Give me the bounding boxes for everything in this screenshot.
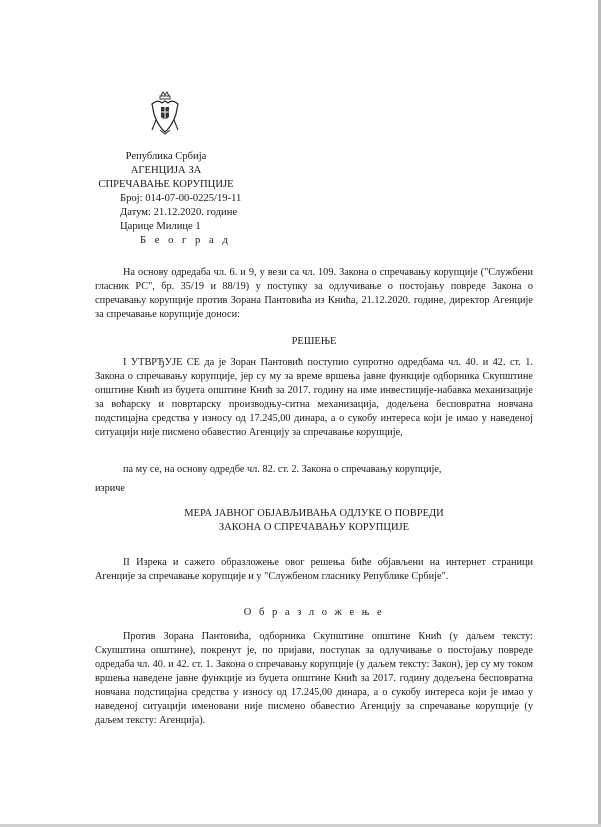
- decision-title: РЕШЕЊЕ: [291, 336, 337, 347]
- case-number: Број: 014-07-00-0225/19-11: [120, 193, 242, 204]
- republic-name: Република Србија: [125, 151, 207, 162]
- agency-address: Царице Милице 1: [120, 221, 201, 232]
- agency-name-line2: СПРЕЧАВАЊЕ КОРУПЦИЈЕ: [98, 179, 234, 190]
- pronounce-verb: изриче: [95, 483, 125, 494]
- agency-city: Б е о г р а д: [140, 235, 231, 246]
- intro-paragraph: На основу одредаба чл. 6. и 9, у вези са чл. 109. Закона о спречавању корупције ("Службени гласник РС", бр. 35/19 и 88/19) у поступку за одлучивање о постојању повреде Закона о спречавању корупције против Зорана Пантовића из Кнића, 21.12.2020. године, директор Агенције за спречавање корупције доноси:: [95, 267, 533, 320]
- agency-name-line1: АГЕНЦИЈА ЗА: [130, 165, 202, 176]
- reasoning-title: О б р а з л о ж е њ е: [243, 607, 385, 618]
- agency-header: [96, 150, 242, 248]
- measure-title: [95, 507, 533, 535]
- serbian-coat-of-arms-icon: [150, 90, 180, 136]
- measure-title-line1: МЕРА ЈАВНОГ ОБЈАВЉИВАЊА ОДЛУКЕ О ПОВРЕДИ: [184, 508, 444, 519]
- reasoning-paragraph: Против Зорана Пантовића, одборника Скупштине општине Кнић (у даљем тексту: Скупштина општине), покренут је, по пријави, поступак за одлучивање о постојању повреде одредаба чл. 40. и 42. ст. 1. Закона о спречавању корупције (у даљем тексту: Закон), јер су му током вршења наведене јавне функције из буџета општине Кнић за 2017. годину додељена бесповратна новчана подстицајна средства у износу од 17.245,00 динара, а о сукобу интереса који је имао у наведеној ситуацији именовани није писмено обавестио Агенцију за спречавање корупције (у даљем тексту: Агенција).: [95, 631, 533, 726]
- decision-point-1: I УТВРЂУЈЕ СЕ да је Зоран Пантовић поступио супротно одредбама чл. 40. и 42. ст. 1. Закона о спречавању корупције, јер су му за време вршења јавне функције одборника Скупштине општине Кнић из буџета општине Кнић за 2017. годину на име инвестиције-набавка механизације за воћарску и повртарску производњу-ситна механизација, додељена бесповратна новчана подстицајна средства у износу од 17.245,00 динара, а о сукобу интереса који је имао у наведеној ситуацији није писмено обавестио Агенцију за спречавање корупције,: [95, 357, 533, 438]
- document-date: Датум: 21.12.2020. године: [120, 207, 238, 218]
- measure-title-line2: ЗАКОНА О СПРЕЧАВАЊУ КОРУПЦИЈЕ: [218, 522, 410, 533]
- decision-point-2: II Изрека и сажето образложење овог решења биће објављени на интернет страници Агенције за спречавање корупције и у "Службеном гласнику Републике Србије".: [95, 557, 533, 582]
- pronounce-line: па му се, на основу одредбе чл. 82. ст. 2. Закона о спречавању корупције,: [123, 464, 442, 475]
